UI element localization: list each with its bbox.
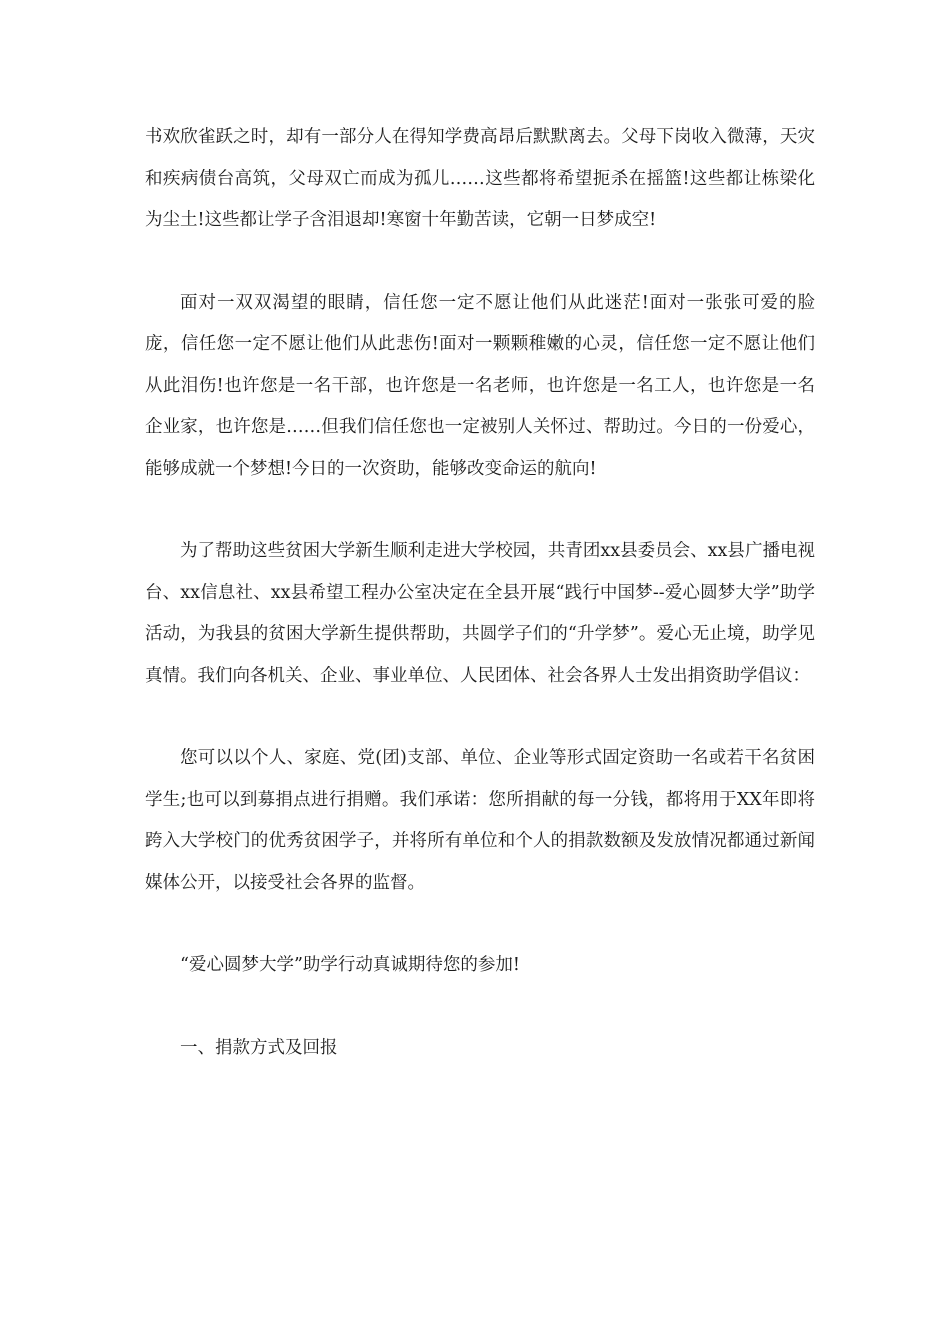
paragraph-donation-forms: 您可以以个人、家庭、党(团)支部、单位、企业等形式固定资助一名或若干名贫困学生;也可以到募捐点进行捐赠。我们承诺：您所捐献的每一分钱，都将用于XX年即将跨入大学校门的优秀贫困学子，并将所有单位和个人的捐款数额及发放情况都通过新闻媒体公开，以接受社会各界的监督。 [145, 748, 815, 893]
section-heading: 一、捐款方式及回报 [180, 1037, 338, 1058]
paragraph-continuation: 书欢欣雀跃之时，却有一部分人在得知学费高昂后默默离去。父母下岗收入微薄，天灾和疾病债台高筑，父母双亡而成为孤儿……这些都将希望扼杀在摇篮!这些都让栋梁化为尘土!这些都让学子含泪退却!寒窗十年勤苦读，它朝一日梦成空! [145, 127, 815, 230]
paragraph-invitation: “爱心圆梦大学”助学行动真诚期待您的参加! [180, 955, 520, 975]
document-body [145, 117, 815, 1110]
paragraph-activity: 为了帮助这些贫困大学新生顺利走进大学校园，共青团xx县委员会、xx县广播电视台、xx信息社、xx县希望工程办公室决定在全县开展“践行中国梦--爱心圆梦大学”助学活动，为我县的贫困大学新生提供帮助，共圆学子们的“升学梦”。爱心无止境，助学见真情。我们向各机关、企业、事业单位、人民团体、社会各界人士发出捐资助学倡议： [145, 541, 815, 686]
paragraph-appeal: 面对一双双渴望的眼睛，信任您一定不愿让他们从此迷茫!面对一张张可爱的脸庞，信任您一定不愿让他们从此悲伤!面对一颗颗稚嫩的心灵，信任您一定不愿让他们从此泪伤!也许您是一名干部，也许您是一名老师，也许您是一名工人，也许您是一名企业家，也许您是……但我们信任您也一定被别人关怀过、帮助过。今日的一份爱心，能够成就一个梦想!今日的一次资助，能够改变命运的航向! [145, 292, 815, 479]
